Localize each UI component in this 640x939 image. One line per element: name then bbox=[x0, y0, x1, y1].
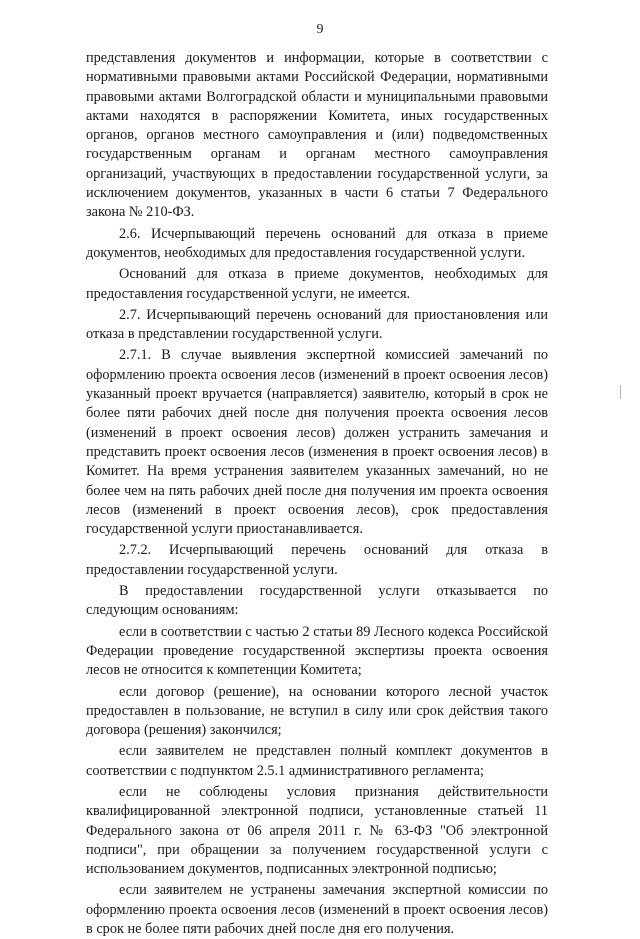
page-number: 9 bbox=[316, 22, 324, 37]
paragraph-ground-4: если не соблюдены условия признания действительности квалифицированной электронной подписи, установленные статьей 11 Федерального закона от 06 апреля 2011 г. № 63-ФЗ "Об электронной подписи", при обращении за получением государственной услуги с использованием документов, подписанных электронной подписью; bbox=[86, 783, 548, 878]
document-body bbox=[86, 49, 548, 939]
paragraph-ground-5: если заявителем не устранены замечания экспертной комиссии по оформлению проекта освоения лесов (изменений в проект освоения лесов) в срок не более пяти рабочих дней после дня его получения. bbox=[86, 882, 548, 938]
paragraph-continuation: представления документов и информации, которые в соответствии с нормативными правовыми актами Российской Федерации, нормативными правовыми актами Волгоградской области и муниципальными правовыми актами находятся в распоряжении Комитета, иных государственных органов, органов местного самоуправления и (или) подведомственных государственным органам и органам местного самоуправления организаций, участвующих в предоставлении государственной услуги, за исключением документов, указанных в части 6 статьи 7 Федерального закона № 210-ФЗ. bbox=[86, 50, 548, 221]
paragraph-ground-3: если заявителем не представлен полный комплект документов в соответствии с подпунктом 2.5.1 административного регламента; bbox=[86, 743, 548, 779]
paragraph-ground-2: если договор (решение), на основании которого лесной участок предоставлен в пользование, не вступил в силу или срок действия такого договора (решения) закончился; bbox=[86, 683, 548, 739]
scan-artifact-mark bbox=[620, 385, 621, 399]
paragraph-2-7: 2.7. Исчерпывающий перечень оснований для приостановления или отказа в представлении государственной услуги. bbox=[86, 306, 548, 343]
paragraph-no-grounds: Оснований для отказа в приеме документов, необходимых для предоставления государственной услуги, не имеется. bbox=[86, 266, 548, 302]
paragraph-ground-1: если в соответствии с частью 2 статьи 89 Лесного кодекса Российской Федерации проведение государственной экспертизы проекта освоения лесов не относится к компетенции Комитета; bbox=[86, 623, 548, 679]
paragraph-2-7-1: 2.7.1. В случае выявления экспертной комиссией замечаний по оформлению проекта освоения лесов (изменений в проект освоения лесов) указанный проект вручается (направляется) заявителю, который в срок не более пяти рабочих дней после дня получения проекта освоения лесов (изменений в проект освоения лесов) должен устранить замечания и представить проект освоения лесов (изменения в проект освоения лесов) в Комитет. На время устранения заявителем указанных замечаний, но не более чем на пять рабочих дней после дня получения им проекта освоения лесов (изменений в проект освоения лесов), срок предоставления государственной услуги приостанавливается. bbox=[86, 347, 548, 538]
paragraph-2-7-2: 2.7.2. Исчерпывающий перечень оснований для отказа в предоставлении государственной услуги. bbox=[86, 542, 548, 578]
paragraph-refusal-intro: В предоставлении государственной услуги отказывается по следующим основаниям: bbox=[86, 583, 548, 619]
paragraph-2-6: 2.6. Исчерпывающий перечень оснований для отказа в приеме документов, необходимых для предоставления государственной услуги. bbox=[86, 225, 548, 261]
